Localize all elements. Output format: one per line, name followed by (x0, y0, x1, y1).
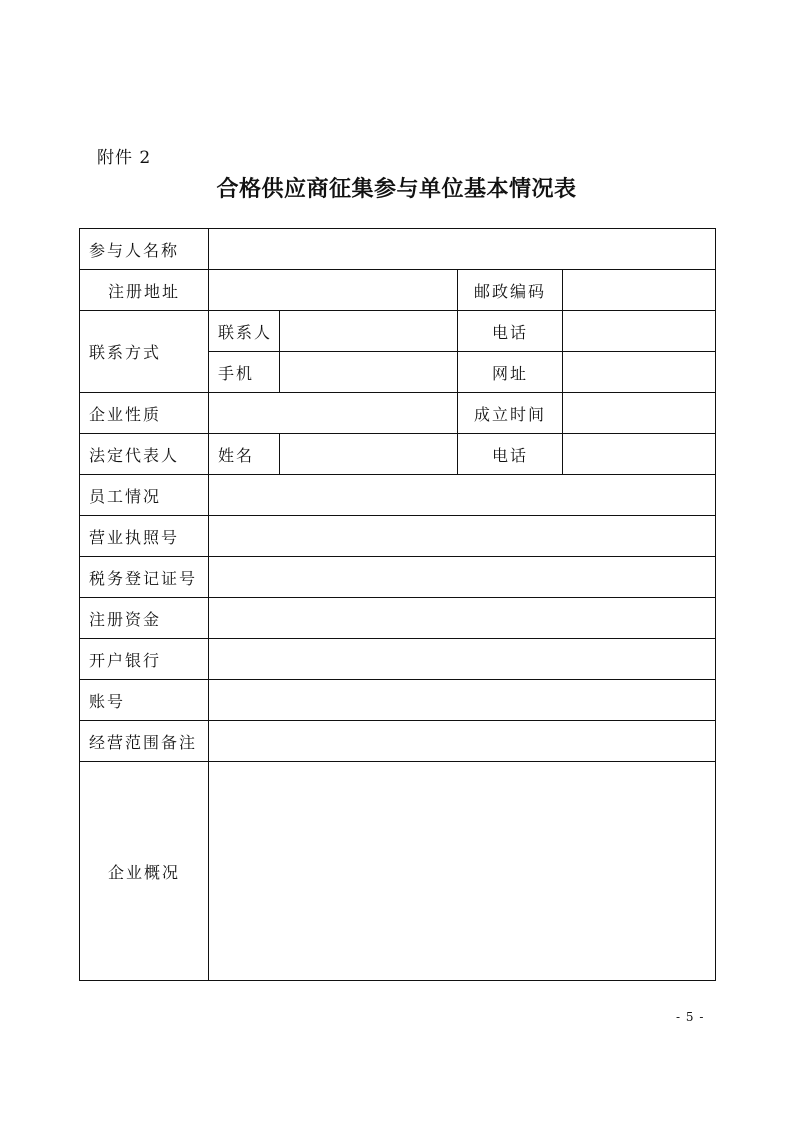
legal-rep-phone-field[interactable] (563, 434, 716, 475)
row-staff-info (80, 475, 716, 516)
tax-registration-label: 税务登记证号 (80, 557, 209, 598)
business-scope-label: 经营范围备注 (80, 721, 209, 762)
tax-registration-field[interactable] (209, 557, 716, 598)
staff-info-field[interactable] (209, 475, 716, 516)
legal-rep-name-field[interactable] (280, 434, 458, 475)
page-number: - 5 - (676, 1010, 705, 1024)
bank-label: 开户银行 (80, 639, 209, 680)
registered-address-field[interactable] (209, 270, 458, 311)
legal-representative-label: 法定代表人 (80, 434, 209, 475)
legal-rep-name-label: 姓名 (209, 434, 280, 475)
bank-field[interactable] (209, 639, 716, 680)
website-label: 网址 (458, 352, 563, 393)
mobile-label: 手机 (209, 352, 280, 393)
account-field[interactable] (209, 680, 716, 721)
enterprise-type-label: 企业性质 (80, 393, 209, 434)
registered-address-label: 注册地址 (80, 270, 209, 311)
row-tax-registration (80, 557, 716, 598)
registered-capital-label: 注册资金 (80, 598, 209, 639)
business-scope-field[interactable] (209, 721, 716, 762)
row-registered-capital (80, 598, 716, 639)
participant-name-field[interactable] (209, 229, 716, 270)
contact-person-field[interactable] (280, 311, 458, 352)
phone-field[interactable] (563, 311, 716, 352)
participant-name-label: 参与人名称 (80, 229, 209, 270)
postal-code-label: 邮政编码 (458, 270, 563, 311)
account-label: 账号 (80, 680, 209, 721)
phone-label: 电话 (458, 311, 563, 352)
row-business-scope (80, 721, 716, 762)
enterprise-type-field[interactable] (209, 393, 458, 434)
row-bank (80, 639, 716, 680)
contact-method-label: 联系方式 (80, 311, 209, 393)
postal-code-field[interactable] (563, 270, 716, 311)
business-license-field[interactable] (209, 516, 716, 557)
row-enterprise-type (80, 393, 716, 434)
row-business-license (80, 516, 716, 557)
row-registered-address (80, 270, 716, 311)
registered-capital-field[interactable] (209, 598, 716, 639)
supplier-info-form (79, 228, 716, 981)
row-participant-name (80, 229, 716, 270)
form-title: 合格供应商征集参与单位基本情况表 (216, 176, 577, 202)
attachment-label: 附件 2 (97, 148, 152, 168)
established-date-field[interactable] (563, 393, 716, 434)
row-contact-person (80, 311, 716, 352)
row-legal-representative (80, 434, 716, 475)
company-overview-label: 企业概况 (80, 762, 209, 981)
contact-person-label: 联系人 (209, 311, 280, 352)
company-overview-field[interactable] (209, 762, 716, 981)
mobile-field[interactable] (280, 352, 458, 393)
row-account (80, 680, 716, 721)
row-company-overview (80, 762, 716, 981)
established-date-label: 成立时间 (458, 393, 563, 434)
staff-info-label: 员工情况 (80, 475, 209, 516)
website-field[interactable] (563, 352, 716, 393)
business-license-label: 营业执照号 (80, 516, 209, 557)
legal-rep-phone-label: 电话 (458, 434, 563, 475)
